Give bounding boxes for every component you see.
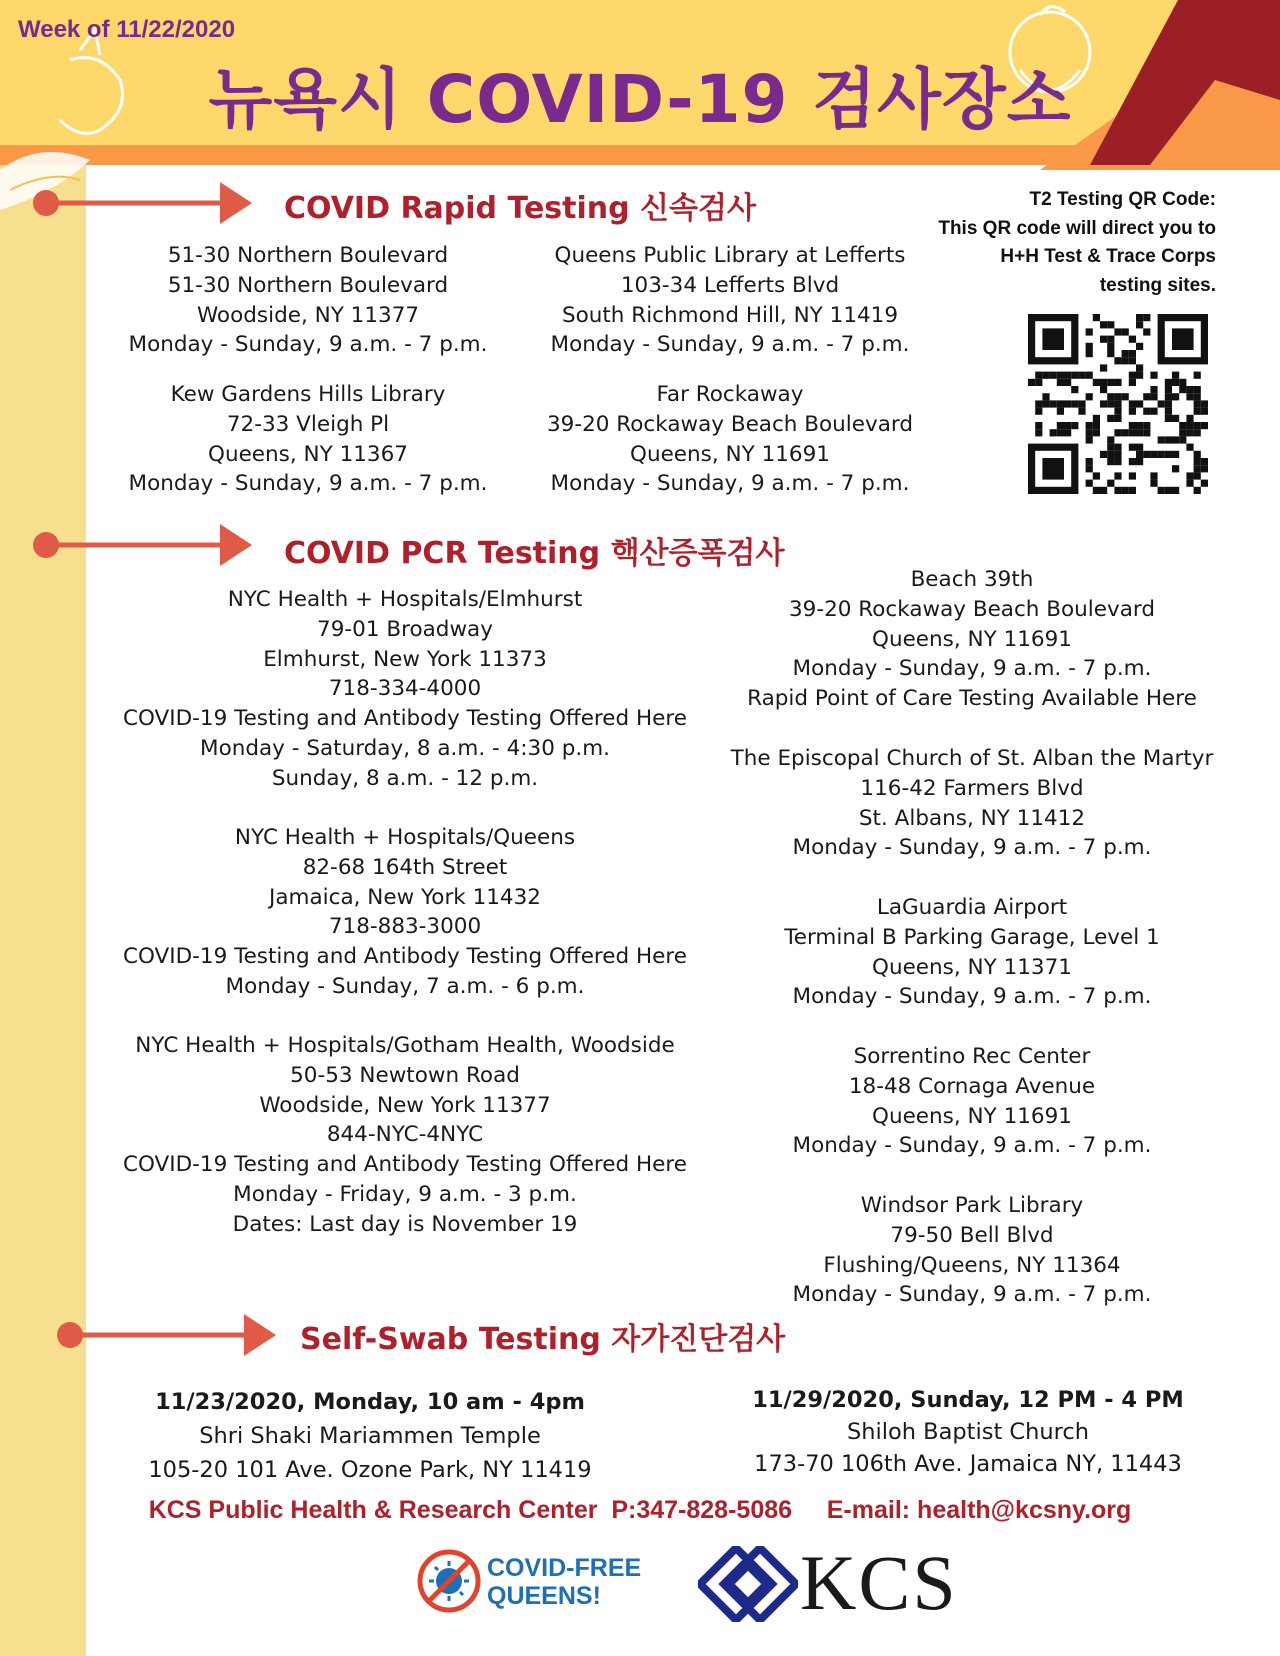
site-address: 79-01 Broadway xyxy=(317,616,493,642)
qr-module xyxy=(1172,465,1179,472)
site-address: 39-20 Rockaway Beach Boulevard xyxy=(547,411,913,437)
event-place: Shri Shaki Mariammen Temple xyxy=(199,1423,541,1449)
qr-module xyxy=(1107,436,1114,443)
qr-module xyxy=(1122,393,1129,400)
qr-module xyxy=(1179,436,1186,443)
qr-module xyxy=(1100,364,1107,371)
qr-module xyxy=(1042,400,1049,407)
selfswab-event-1 xyxy=(120,1385,620,1487)
qr-module xyxy=(1078,400,1085,407)
qr-module xyxy=(1114,408,1121,415)
site-hours: Sunday, 8 a.m. - 12 p.m. xyxy=(271,765,539,791)
site-note: COVID-19 Testing and Antibody Testing Offered Here xyxy=(122,1152,687,1178)
qr-caption-line: H+H Test & Trace Corps xyxy=(1000,246,1216,267)
pcr-site-elmhurst xyxy=(100,585,710,794)
qr-module xyxy=(1107,444,1114,451)
site-hours: Monday - Friday, 9 a.m. - 3 p.m. xyxy=(233,1181,577,1207)
qr-module xyxy=(1086,328,1093,335)
qr-module xyxy=(1042,458,1064,480)
qr-module xyxy=(1086,372,1093,379)
qr-module xyxy=(1201,458,1208,465)
arrow-icon xyxy=(32,180,252,226)
qr-module xyxy=(1143,393,1150,400)
site-phone: 718-334-4000 xyxy=(328,676,482,702)
site-address: 18-48 Cornaga Avenue xyxy=(848,1073,1096,1099)
qr-caption-line: testing sites. xyxy=(1099,274,1216,296)
kcs-logo-icon xyxy=(698,1546,798,1622)
site-name: Beach 39th xyxy=(910,567,1034,592)
site-hours: Monday - Sunday, 9 a.m. - 7 p.m. xyxy=(792,835,1152,861)
qr-module xyxy=(1107,343,1114,350)
pcr-site-gotham xyxy=(100,1031,710,1240)
qr-module xyxy=(1035,422,1042,429)
site-city: Jamaica, New York 11432 xyxy=(269,884,541,910)
pcr-section-title: COVID PCR Testing 핵산증폭검사 xyxy=(284,536,785,571)
site-address: Terminal B Parking Garage, Level 1 xyxy=(784,924,1160,950)
covid-free-logo-text xyxy=(487,1554,641,1610)
qr-module xyxy=(1093,422,1100,429)
site-name: Queens Public Library at Lefferts xyxy=(554,243,906,268)
site-phone: 718-883-3000 xyxy=(328,914,482,940)
qr-module xyxy=(1100,487,1107,494)
qr-module xyxy=(1129,379,1136,386)
qr-module xyxy=(1129,350,1136,357)
qr-module xyxy=(1129,472,1136,479)
event-date: 11/23/2020, Monday, 10 am - 4pm xyxy=(155,1389,585,1415)
event-address: 105-20 101 Ave. Ozone Park, NY 11419 xyxy=(148,1457,592,1483)
site-hours: Monday - Sunday, 9 a.m. - 7 p.m. xyxy=(792,1133,1152,1159)
qr-module xyxy=(1165,436,1172,443)
qr-module xyxy=(1035,372,1042,379)
qr-module xyxy=(1107,415,1114,422)
site-hours: Monday - Saturday, 8 a.m. - 4:30 p.m. xyxy=(200,735,610,761)
qr-module xyxy=(1201,400,1208,407)
qr-module xyxy=(1057,408,1064,415)
qr-module xyxy=(1093,472,1100,479)
site-city: Queens, NY 11691 xyxy=(630,441,830,467)
site-city: Queens, NY 11691 xyxy=(872,626,1072,652)
qr-module xyxy=(1100,336,1107,343)
qr-caption xyxy=(938,186,1216,300)
site-name: Kew Gardens Hills Library xyxy=(170,382,446,407)
qr-module xyxy=(1143,314,1150,321)
site-city: Queens, NY 11371 xyxy=(872,954,1072,980)
qr-module xyxy=(1107,400,1114,407)
site-hours: Monday - Sunday, 9 a.m. - 7 p.m. xyxy=(792,656,1152,682)
qr-module xyxy=(1172,451,1179,458)
qr-module xyxy=(1136,321,1143,328)
site-name: NYC Health + Hospitals/Gotham Health, Woodside xyxy=(135,1033,675,1058)
qr-module xyxy=(1165,386,1172,393)
qr-module xyxy=(1150,451,1157,458)
qr-module xyxy=(1086,458,1093,465)
qr-module xyxy=(1086,393,1093,400)
event-date: 11/29/2020, Sunday, 12 PM - 4 PM xyxy=(752,1387,1184,1413)
qr-module xyxy=(1035,408,1042,415)
site-name: 51-30 Northern Boulevard xyxy=(167,243,449,268)
qr-module xyxy=(1129,487,1136,494)
qr-module xyxy=(1129,429,1136,436)
qr-module xyxy=(1107,451,1114,458)
site-name: NYC Health + Hospitals/Queens xyxy=(234,825,576,850)
qr-module xyxy=(1035,379,1042,386)
site-hours: Monday - Sunday, 9 a.m. - 7 p.m. xyxy=(792,1282,1152,1308)
qr-module xyxy=(1114,415,1121,422)
qr-module xyxy=(1201,480,1208,487)
qr-module xyxy=(1186,429,1193,436)
qr-module xyxy=(1150,393,1157,400)
qr-module xyxy=(1057,429,1064,436)
qr-module xyxy=(1194,393,1201,400)
qr-module xyxy=(1050,429,1057,436)
qr-module xyxy=(1107,379,1114,386)
qr-module xyxy=(1136,372,1143,379)
qr-module xyxy=(1172,379,1179,386)
qr-module xyxy=(1086,422,1093,429)
qr-module xyxy=(1136,444,1143,451)
qr-module xyxy=(1129,444,1136,451)
qr-module xyxy=(1186,393,1193,400)
qr-module xyxy=(1165,408,1172,415)
rapid-section-title: COVID Rapid Testing 신속검사 xyxy=(284,191,756,226)
site-note: Rapid Point of Care Testing Available Here xyxy=(747,686,1197,712)
site-hours: Monday - Sunday, 9 a.m. - 7 p.m. xyxy=(128,471,488,497)
qr-module xyxy=(1100,379,1107,386)
qr-module xyxy=(1114,444,1121,451)
site-address: 79-50 Bell Blvd xyxy=(890,1222,1054,1248)
qr-module xyxy=(1057,379,1064,386)
qr-module xyxy=(1093,379,1100,386)
qr-module xyxy=(1122,357,1129,364)
qr-module xyxy=(1086,480,1093,487)
qr-module xyxy=(1086,350,1093,357)
qr-module xyxy=(1057,422,1064,429)
site-hours: Monday - Sunday, 9 a.m. - 7 p.m. xyxy=(792,984,1152,1010)
site-city: Queens, NY 11367 xyxy=(208,441,408,467)
qr-module xyxy=(1165,379,1172,386)
qr-module xyxy=(1129,400,1136,407)
event-address: 173-70 106th Ave. Jamaica NY, 11443 xyxy=(754,1451,1182,1477)
qr-module xyxy=(1086,429,1093,436)
qr-module xyxy=(1078,408,1085,415)
qr-module xyxy=(1165,400,1172,407)
site-city: Woodside, NY 11377 xyxy=(196,302,420,328)
site-address: 50-53 Newtown Road xyxy=(290,1062,520,1088)
qr-module xyxy=(1129,458,1136,465)
qr-module xyxy=(1042,372,1049,379)
qr-module xyxy=(1172,372,1179,379)
site-city: St. Albans, NY 11412 xyxy=(858,805,1086,831)
qr-module xyxy=(1158,487,1165,494)
qr-module xyxy=(1179,379,1186,386)
qr-module xyxy=(1035,400,1042,407)
qr-module xyxy=(1136,429,1143,436)
qr-module xyxy=(1172,393,1179,400)
qr-module xyxy=(1186,386,1193,393)
qr-module xyxy=(1107,458,1114,465)
arrow-icon xyxy=(32,522,252,568)
qr-module xyxy=(1114,357,1121,364)
site-hours: Monday - Sunday, 9 a.m. - 7 p.m. xyxy=(550,471,910,497)
qr-module xyxy=(1064,422,1071,429)
qr-module xyxy=(1158,400,1165,407)
qr-module xyxy=(1071,422,1078,429)
qr-module xyxy=(1143,422,1150,429)
pcr-site-queens xyxy=(100,823,710,1002)
qr-module xyxy=(1143,451,1150,458)
qr-module xyxy=(1143,429,1150,436)
qr-module xyxy=(1114,487,1121,494)
side-strip xyxy=(0,165,86,1656)
site-hours: Monday - Sunday, 9 a.m. - 7 p.m. xyxy=(128,332,488,358)
site-name: Windsor Park Library xyxy=(860,1193,1084,1218)
qr-module xyxy=(1122,328,1129,335)
site-phone: 844-NYC-4NYC xyxy=(326,1122,484,1148)
qr-module xyxy=(1136,364,1143,371)
week-label: Week of 11/22/2020 xyxy=(18,16,236,43)
site-address: 39-20 Rockaway Beach Boulevard xyxy=(789,596,1155,622)
qr-module xyxy=(1201,422,1208,429)
qr-module xyxy=(1114,451,1121,458)
qr-module xyxy=(1179,386,1186,393)
site-name: NYC Health + Hospitals/Elmhurst xyxy=(227,587,583,612)
qr-module xyxy=(1136,451,1143,458)
qr-caption-line: This QR code will direct you to xyxy=(938,217,1216,239)
qr-module xyxy=(1186,415,1193,422)
site-city: Flushing/Queens, NY 11364 xyxy=(823,1252,1121,1278)
qr-module xyxy=(1136,343,1143,350)
qr-module xyxy=(1042,393,1049,400)
kcs-logo-text: KCS xyxy=(800,1539,958,1626)
qr-module xyxy=(1150,472,1157,479)
site-name: Far Rockaway xyxy=(656,382,804,407)
qr-module xyxy=(1129,408,1136,415)
qr-module xyxy=(1150,408,1157,415)
rapid-site-2 xyxy=(520,241,940,360)
qr-caption-line: T2 Testing QR Code: xyxy=(1029,189,1216,210)
rapid-site-1 xyxy=(108,241,508,360)
qr-module xyxy=(1129,336,1136,343)
qr-module xyxy=(1042,328,1064,350)
qr-code-icon[interactable] xyxy=(1028,314,1208,494)
qr-module xyxy=(1150,386,1157,393)
qr-module xyxy=(1100,386,1107,393)
qr-module xyxy=(1194,465,1201,472)
qr-module xyxy=(1093,314,1100,321)
qr-module xyxy=(1186,444,1193,451)
qr-module xyxy=(1194,408,1201,415)
qr-module xyxy=(1201,408,1208,415)
qr-module xyxy=(1129,372,1136,379)
site-dates: Dates: Last day is November 19 xyxy=(232,1211,578,1237)
qr-module xyxy=(1136,400,1143,407)
qr-module xyxy=(1100,451,1107,458)
qr-module xyxy=(1136,314,1143,321)
qr-module xyxy=(1165,415,1172,422)
qr-module xyxy=(1057,400,1064,407)
qr-module xyxy=(1172,436,1179,443)
site-address: 103-34 Lefferts Blvd xyxy=(620,272,840,298)
qr-module xyxy=(1114,429,1121,436)
logo-line: QUEENS! xyxy=(487,1582,601,1610)
qr-module xyxy=(1165,451,1172,458)
qr-module xyxy=(1172,487,1179,494)
qr-module xyxy=(1158,436,1165,443)
qr-module xyxy=(1179,429,1186,436)
qr-module xyxy=(1114,379,1121,386)
site-address: 72-33 Vleigh Pl xyxy=(226,411,390,437)
event-place: Shiloh Baptist Church xyxy=(846,1419,1090,1445)
qr-module xyxy=(1194,472,1201,479)
qr-module xyxy=(1071,372,1078,379)
qr-module xyxy=(1194,458,1201,465)
qr-module xyxy=(1165,487,1172,494)
qr-module xyxy=(1150,480,1157,487)
site-note: COVID-19 Testing and Antibody Testing Offered Here xyxy=(122,706,687,732)
qr-module xyxy=(1129,422,1136,429)
rapid-site-4 xyxy=(520,380,940,499)
qr-module xyxy=(1086,343,1093,350)
qr-module xyxy=(1107,321,1114,328)
qr-module xyxy=(1064,400,1071,407)
qr-module xyxy=(1194,372,1201,379)
pcr-site-laguardia xyxy=(722,893,1222,1012)
qr-module xyxy=(1194,451,1201,458)
qr-module xyxy=(1129,357,1136,364)
qr-module xyxy=(1194,429,1201,436)
site-hours: Monday - Sunday, 9 a.m. - 7 p.m. xyxy=(550,332,910,358)
qr-module xyxy=(1186,480,1193,487)
qr-module xyxy=(1050,372,1057,379)
qr-module xyxy=(1028,379,1035,386)
qr-module xyxy=(1035,429,1042,436)
qr-module xyxy=(1179,422,1186,429)
qr-module xyxy=(1107,393,1114,400)
qr-module xyxy=(1158,451,1165,458)
qr-module xyxy=(1050,400,1057,407)
qr-module xyxy=(1114,328,1121,335)
page-title: 뉴욕시 COVID-19 검사장소 xyxy=(208,61,1072,138)
qr-module xyxy=(1093,415,1100,422)
qr-module xyxy=(1114,472,1121,479)
qr-module xyxy=(1057,372,1064,379)
qr-module xyxy=(1064,379,1071,386)
qr-module xyxy=(1100,400,1107,407)
selfswab-section-title: Self-Swab Testing 자가진단검사 xyxy=(300,1322,786,1357)
site-note: COVID-19 Testing and Antibody Testing Offered Here xyxy=(122,944,687,970)
qr-module xyxy=(1064,429,1071,436)
qr-module xyxy=(1186,472,1193,479)
qr-module xyxy=(1172,328,1194,350)
qr-module xyxy=(1165,393,1172,400)
qr-module xyxy=(1122,429,1129,436)
qr-module xyxy=(1122,487,1129,494)
qr-module xyxy=(1136,458,1143,465)
qr-module xyxy=(1194,422,1201,429)
site-city: Elmhurst, New York 11373 xyxy=(263,646,547,672)
qr-module xyxy=(1136,422,1143,429)
qr-module xyxy=(1093,429,1100,436)
qr-module xyxy=(1194,386,1201,393)
qr-module xyxy=(1172,415,1179,422)
qr-module xyxy=(1194,487,1201,494)
qr-module xyxy=(1086,436,1093,443)
rapid-site-3 xyxy=(108,380,508,499)
qr-module xyxy=(1114,458,1121,465)
qr-module xyxy=(1143,328,1150,335)
pcr-site-beach39 xyxy=(722,565,1222,714)
qr-module xyxy=(1107,480,1114,487)
qr-module xyxy=(1100,321,1107,328)
pcr-site-sorrentino xyxy=(722,1042,1222,1161)
qr-module xyxy=(1186,422,1193,429)
site-address: 116-42 Farmers Blvd xyxy=(860,775,1084,801)
logo-line: COVID-FREE xyxy=(487,1554,642,1582)
pcr-site-st-alban xyxy=(722,744,1222,863)
qr-module xyxy=(1143,408,1150,415)
qr-module xyxy=(1107,336,1114,343)
site-city: Queens, NY 11691 xyxy=(872,1103,1072,1129)
qr-module xyxy=(1093,487,1100,494)
site-name: Sorrentino Rec Center xyxy=(853,1044,1091,1069)
site-name: The Episcopal Church of St. Alban the Martyr xyxy=(730,746,1214,771)
qr-module xyxy=(1114,400,1121,407)
footer-contact: KCS Public Health & Research Center P:347-828-5086 E-mail: health@kcsny.org xyxy=(148,1496,1132,1524)
pcr-site-windsor-park xyxy=(722,1191,1222,1310)
qr-module xyxy=(1122,350,1129,357)
qr-module xyxy=(1107,350,1114,357)
site-city: South Richmond Hill, NY 11419 xyxy=(561,302,899,328)
qr-module xyxy=(1150,372,1157,379)
site-city: Woodside, New York 11377 xyxy=(259,1092,551,1118)
qr-module xyxy=(1201,465,1208,472)
qr-module xyxy=(1064,372,1071,379)
qr-module xyxy=(1071,400,1078,407)
qr-module xyxy=(1194,400,1201,407)
qr-module xyxy=(1078,372,1085,379)
qr-module xyxy=(1086,465,1093,472)
site-hours: Monday - Sunday, 7 a.m. - 6 p.m. xyxy=(225,973,585,999)
site-address: 82-68 164th Street xyxy=(302,854,508,880)
covid-free-logo-icon xyxy=(416,1548,482,1614)
qr-module xyxy=(1071,386,1078,393)
site-name: LaGuardia Airport xyxy=(876,895,1068,920)
arrow-icon xyxy=(56,1312,276,1358)
selfswab-event-2 xyxy=(718,1384,1218,1480)
site-address: 51-30 Northern Boulevard xyxy=(167,272,449,298)
qr-module xyxy=(1114,393,1121,400)
